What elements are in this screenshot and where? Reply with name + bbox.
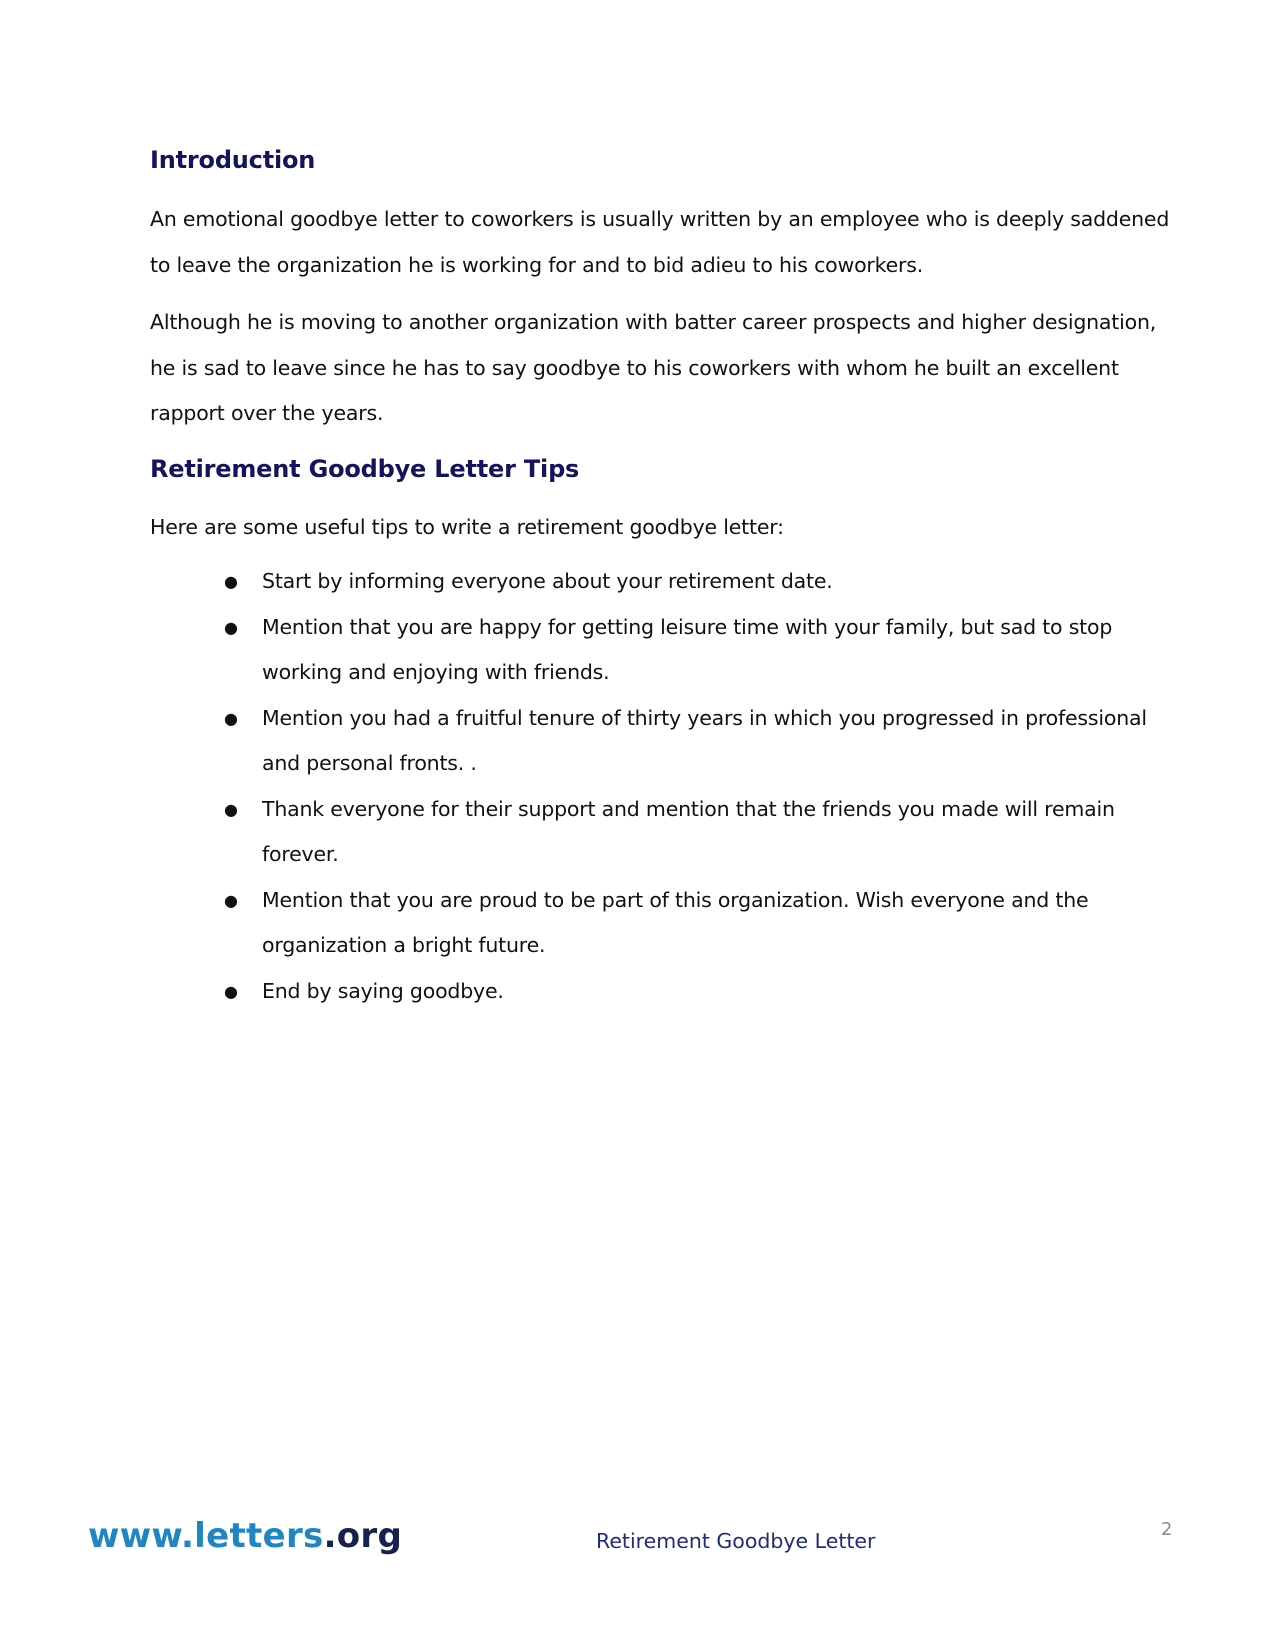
footer-title: Retirement Goodbye Letter: [596, 1529, 876, 1553]
bullet-icon: ●: [224, 890, 238, 910]
tips-list-item: [224, 696, 1170, 787]
bullet-icon: ●: [224, 572, 238, 591]
intro-heading: Introduction: [150, 146, 316, 174]
tips-list-item: [224, 878, 1170, 969]
bullet-icon: ●: [224, 617, 238, 637]
tip-text: Mention that you are happy for getting leisure time with your family, but sad to stop working and enjoying with friends.: [262, 614, 1113, 684]
tips-list-item: [224, 605, 1170, 696]
bullet-icon: ●: [224, 708, 238, 728]
site-logo-tld: .org: [323, 1516, 403, 1556]
site-logo[interactable]: [88, 1516, 402, 1556]
tips-list-item: [224, 787, 1170, 878]
tips-list-item: [224, 969, 1170, 1015]
tip-text: End by saying goodbye.: [262, 978, 504, 1003]
site-logo-main: www.letters: [88, 1516, 324, 1556]
tip-text: Mention that you are proud to be part of this organization. Wish everyone and the organization a bright future.: [262, 887, 1089, 957]
page-number: 2: [1161, 1519, 1173, 1540]
page-content: [150, 145, 1170, 1014]
tips-heading: Retirement Goodbye Letter Tips: [150, 454, 580, 483]
tip-text: Start by informing everyone about your retirement date.: [262, 569, 833, 593]
tip-text: Thank everyone for their support and mention that the friends you made will remain forever.: [262, 796, 1115, 866]
bullet-icon: ●: [224, 981, 238, 1001]
intro-paragraph-1: An emotional goodbye letter to coworkers is usually written by an employee who is deeply saddened to leave the organization he is working for and to bid adieu to his coworkers.: [150, 207, 1170, 277]
bullet-icon: ●: [224, 799, 238, 819]
tip-text: Mention you had a fruitful tenure of thirty years in which you progressed in professional and personal fronts. .: [262, 705, 1147, 775]
tips-list-item: [224, 559, 1170, 605]
intro-paragraph-2: Although he is moving to another organization with batter career prospects and higher designation, he is sad to leave since he has to say goodbye to his coworkers with whom he built an excellent rapport over the years.: [150, 310, 1157, 425]
tips-list: [150, 559, 1170, 1014]
tips-lead: Here are some useful tips to write a retirement goodbye letter:: [150, 514, 784, 539]
